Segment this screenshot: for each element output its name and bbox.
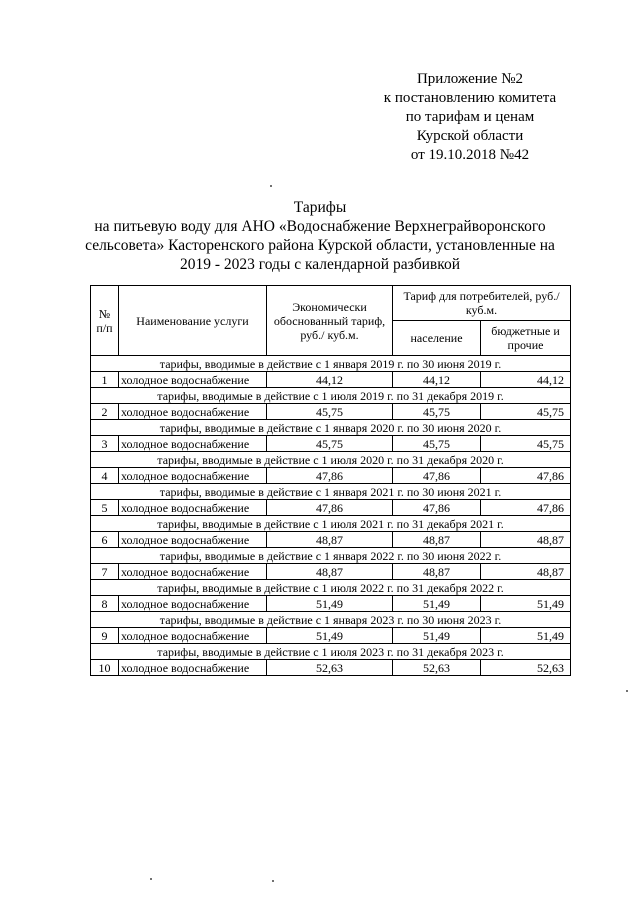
period-row	[91, 484, 571, 500]
economic-tariff-value: 48,87	[267, 564, 393, 580]
row-number: 2	[91, 404, 119, 420]
table-row	[91, 596, 571, 612]
table-row	[91, 436, 571, 452]
budget-tariff-value: 51,49	[481, 596, 571, 612]
economic-tariff-value: 51,49	[267, 628, 393, 644]
appendix-line: Приложение №2	[416, 71, 524, 87]
period-label: тарифы, вводимые в действие с 1 января 2022 г. по 30 июня 2022 г.	[91, 548, 571, 564]
budget-tariff-value: 47,86	[481, 500, 571, 516]
period-row	[91, 452, 571, 468]
period-label: тарифы, вводимые в действие с 1 января 2019 г. по 30 июня 2019 г.	[91, 356, 571, 372]
table-row	[91, 564, 571, 580]
service-name: холодное водоснабжение	[119, 564, 267, 580]
budget-tariff-value: 47,86	[481, 468, 571, 484]
table-row	[91, 468, 571, 484]
budget-tariff-value: 51,49	[481, 628, 571, 644]
table-row	[91, 404, 571, 420]
row-number: 6	[91, 532, 119, 548]
period-label: тарифы, вводимые в действие с 1 января 2021 г. по 30 июня 2021 г.	[91, 484, 571, 500]
period-label: тарифы, вводимые в действие с 1 января 2023 г. по 30 июня 2023 г.	[91, 612, 571, 628]
title-line: 2019 - 2023 годы с календарной разбивкой	[180, 256, 460, 273]
row-number: 3	[91, 436, 119, 452]
table-row	[91, 532, 571, 548]
population-tariff-value: 51,49	[393, 596, 481, 612]
period-label: тарифы, вводимые в действие с 1 июля 2023 г. по 31 декабря 2023 г.	[91, 644, 571, 660]
population-tariff-value: 47,86	[393, 468, 481, 484]
budget-tariff-value: 48,87	[481, 532, 571, 548]
period-label: тарифы, вводимые в действие с 1 июля 2019 г. по 31 декабря 2019 г.	[91, 388, 571, 404]
budget-tariff-value: 48,87	[481, 564, 571, 580]
population-tariff-value: 44,12	[393, 372, 481, 388]
scan-speck	[626, 690, 628, 692]
service-name: холодное водоснабжение	[119, 532, 267, 548]
service-name: холодное водоснабжение	[119, 372, 267, 388]
service-name: холодное водоснабжение	[119, 436, 267, 452]
economic-tariff-value: 48,87	[267, 532, 393, 548]
population-tariff-value: 48,87	[393, 564, 481, 580]
population-tariff-value: 45,75	[393, 404, 481, 420]
header-budget: бюджетные и прочие	[481, 321, 571, 356]
service-name: холодное водоснабжение	[119, 596, 267, 612]
service-name: холодное водоснабжение	[119, 500, 267, 516]
header-service: Наименование услуги	[119, 286, 267, 356]
header-num: № п/п	[91, 286, 119, 356]
title-heading: Тарифы	[293, 199, 347, 216]
period-row	[91, 388, 571, 404]
document-title	[80, 198, 560, 274]
appendix-block	[370, 70, 570, 165]
scan-speck	[272, 880, 274, 882]
header-population: население	[393, 321, 481, 356]
header-consumer-tariff: Тариф для потребителей, руб./куб.м.	[393, 286, 571, 321]
economic-tariff-value: 47,86	[267, 500, 393, 516]
row-number: 8	[91, 596, 119, 612]
service-name: холодное водоснабжение	[119, 660, 267, 676]
table-row	[91, 628, 571, 644]
tariffs-table	[90, 285, 571, 676]
economic-tariff-value: 52,63	[267, 660, 393, 676]
period-row	[91, 516, 571, 532]
appendix-line: от 19.10.2018 №42	[410, 147, 530, 163]
period-row	[91, 548, 571, 564]
economic-tariff-value: 45,75	[267, 436, 393, 452]
economic-tariff-value: 45,75	[267, 404, 393, 420]
population-tariff-value: 48,87	[393, 532, 481, 548]
title-line: сельсовета» Касторенского района Курской области, установленные на	[85, 237, 555, 254]
service-name: холодное водоснабжение	[119, 404, 267, 420]
table-row	[91, 660, 571, 676]
population-tariff-value: 47,86	[393, 500, 481, 516]
service-name: холодное водоснабжение	[119, 628, 267, 644]
period-label: тарифы, вводимые в действие с 1 июля 2020 г. по 31 декабря 2020 г.	[91, 452, 571, 468]
budget-tariff-value: 45,75	[481, 436, 571, 452]
economic-tariff-value: 47,86	[267, 468, 393, 484]
row-number: 9	[91, 628, 119, 644]
population-tariff-value: 45,75	[393, 436, 481, 452]
row-number: 10	[91, 660, 119, 676]
budget-tariff-value: 52,63	[481, 660, 571, 676]
appendix-line: Курской области	[416, 128, 524, 144]
period-label: тарифы, вводимые в действие с 1 июля 2022 г. по 31 декабря 2022 г.	[91, 580, 571, 596]
period-label: тарифы, вводимые в действие с 1 июля 2021 г. по 31 декабря 2021 г.	[91, 516, 571, 532]
row-number: 5	[91, 500, 119, 516]
period-label: тарифы, вводимые в действие с 1 января 2020 г. по 30 июня 2020 г.	[91, 420, 571, 436]
table-row	[91, 372, 571, 388]
period-row	[91, 612, 571, 628]
budget-tariff-value: 45,75	[481, 404, 571, 420]
population-tariff-value: 52,63	[393, 660, 481, 676]
row-number: 1	[91, 372, 119, 388]
economic-tariff-value: 44,12	[267, 372, 393, 388]
appendix-line: к постановлению комитета	[383, 90, 557, 106]
period-row	[91, 420, 571, 436]
budget-tariff-value: 44,12	[481, 372, 571, 388]
scan-speck	[150, 878, 152, 880]
period-row	[91, 580, 571, 596]
economic-tariff-value: 51,49	[267, 596, 393, 612]
header-economic-tariff: Экономически обоснованный тариф, руб./ куб.м.	[267, 286, 393, 356]
title-line: на питьевую воду для АНО «Водоснабжение Верхнеграйворонского	[94, 218, 546, 235]
appendix-line: по тарифам и ценам	[405, 109, 535, 125]
scan-speck	[270, 185, 272, 187]
row-number: 7	[91, 564, 119, 580]
service-name: холодное водоснабжение	[119, 468, 267, 484]
period-row	[91, 356, 571, 372]
row-number: 4	[91, 468, 119, 484]
table-row	[91, 500, 571, 516]
period-row	[91, 644, 571, 660]
population-tariff-value: 51,49	[393, 628, 481, 644]
